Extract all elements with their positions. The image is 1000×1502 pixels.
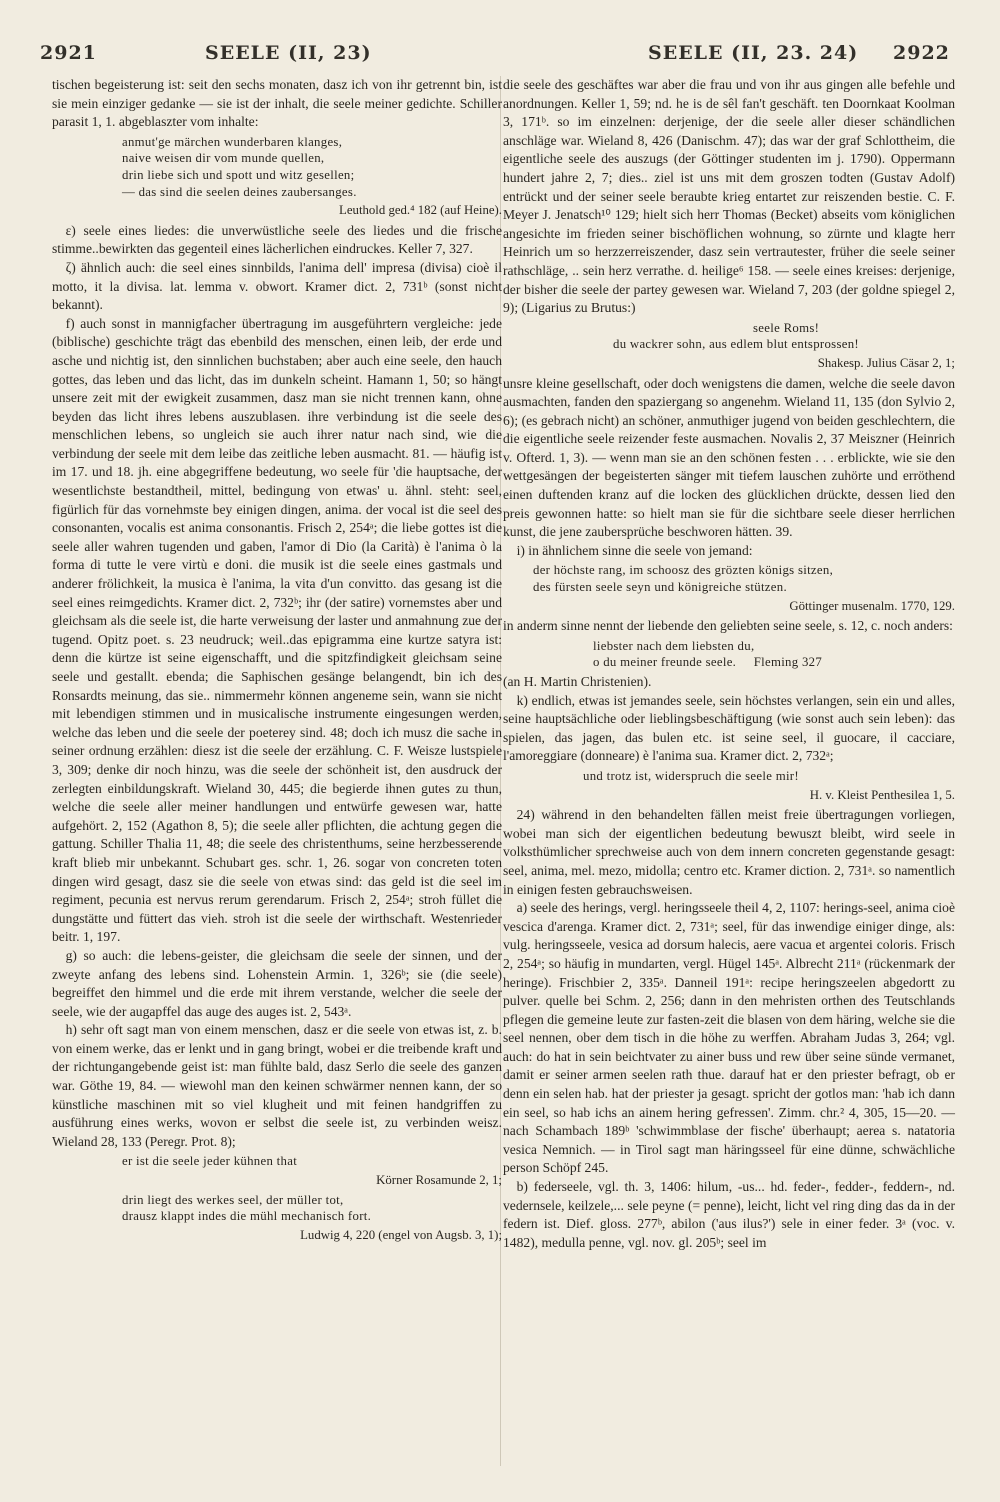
verse-quote [533, 562, 955, 595]
verse-line: du wackrer sohn, aus edlem blut entsprossen! [613, 337, 859, 352]
paragraph: g) so auch: die lebens-geister, die gleichsam die seele der sinnen, und der zweyte anfang des lebens sind. Lohenstein Armin. 1, 326ᵇ; sie (die seele) begreiffet den himmel und die erde mit ihrem verstande, welcher die seele der seele, wie der augapffel das auge des auges ist. 2, 543ᵃ. [52, 947, 502, 1019]
paragraph: i) in ähnlichem sinne die seele von jemand: [516, 542, 753, 558]
left-column [52, 76, 502, 1246]
citation: Körner Rosamunde 2, 1; [376, 1173, 502, 1188]
verse-line: und trotz ist, widerspruch die seele mir! [583, 768, 799, 783]
verse-line: anmut'ge märchen wunderbaren klanges, [122, 134, 343, 149]
paragraph: ε) seele eines liedes: die unverwüstliche seele des liedes und die frische stimme..bewirkten das gegenteil eines lächerlichen eindruckes. Keller 7, 327. [52, 222, 502, 257]
paragraph: 24) während in den behandelten fällen meist freie übertragungen vorliegen, wobei man sich der eigentlichen bedeutung bewuszt bleibt, wird seele in volksthümlicher sprechweise auch von dem innern concreten gegenstande gesagt: seel, anima, mel. mezo, midolla; centro etc. Kramer diction. 2, 731ᵃ. so namentlich in einigen festen gebrauchsweisen. [503, 807, 955, 897]
paragraph: in anderm sinne nennt der liebende den geliebten seine seele, s. 12, c. noch anders: [503, 618, 953, 634]
verse-quote [613, 320, 955, 353]
paragraph: a) seele des herings, vergl. heringsseele theil 4, 2, 1107: herings-seel, anima cioè vescica d'arenga. Kramer dict. 2, 731ᵃ; seel, für das inwendige einiger dinge, als: vulg. heringsseele, vesica ad dorsum halecis, aere vacua et argentei coloris. Frisch 2, 254ᵃ; so häufig in mundarten, vergl. Hügel 145ᵃ. Albrecht 211ᵃ (rückenmark der heringe). Frischbier 2, 335ᵃ. Danneil 191ᵃ: recipe heringszeelen abgedortt zu pulver. quelle bei Schm. 2, 256; dann in den mehristen orthen des Teutschlands pflegen die gemeine leute zur fasten-zeit die blasen von dem häring, welche sie die seel nennen, ober dem tisch in die höhe zu werffen. Abraham Judas 3, 264; vgl. auch: do hat in sein beichtvater zu ainer buss und rew über seine sünde vermanet, damit er seiner armen seelen rath thue. darauf hat er den priester befragt, ob er denn ein selen hab. hat der priester ja gesagt. spricht der gotlos man: 'hab ich dann ein seel, so hab ichs an ainem hering gefressen'. Zimm. chr.² 4, 305, 15—20. — nach Schambach 189ᵇ 'schwimmblase der fische' überhaupt; aerea s. natatoria vesica Nemnich. — in Tirol sagt man häringsseel für eine dünne, schwächliche person Schöpf 245. [503, 900, 955, 1176]
page-number-left: 2921 [40, 42, 97, 64]
verse-quote [122, 1192, 502, 1225]
verse-line [593, 654, 955, 671]
verse-line: drin liegt des werkes seel, der müller tot, [122, 1192, 344, 1207]
paragraph: h) sehr oft sagt man von einem menschen, dasz er die seele von etwas ist, z. b. von einem werke, das er lenkt und in gang bringt, wobei er die treibende kraft und der richtungangebende geist ist: man fühlte bald, dasz Serlo die seele des ganzen war. Göthe 19, 84. — wiewohl man den keinen schwärmer nennen kann, der so künstliche maschinen mit so viel klugheit und mit feinen handgriffen zu ausführung eines werks, wovon er selbst die seele ist, zu verbinden weisz. Wieland 28, 133 (Peregr. Prot. 8); [52, 1022, 502, 1149]
verse-line: er ist die seele jeder kühnen that [122, 1154, 298, 1169]
paragraph: unsre kleine gesellschaft, oder doch wenigstens die damen, welche die seele davon ausmachten, fanden den spaziergang so angenehm. Wieland 11, 135 (don Sylvio 2, 6); (es gebrach nicht) an schöner, anmuthiger jugend von beiden geschlechtern, die die eigentliche seele reizender feste ausmachen. Novalis 2, 37 Meiszner (Heinrich v. Ofterd. 1, 3). — wenn man sie an den schönen festen . . . erblickte, wie sie den wettgesängen der begeisterten sänger mit tiefem lauschen zuhörte und erröthend einen duftenden kranz auf die locken des glücklichen drückte, dessen lied den preis gewonnen hatte: so hielt man sie für die sichtbare seele dieser herrlichen kunst, die jene zaubersprüche beschworen hätten. 39. [503, 375, 955, 540]
paragraph: die seele des geschäftes war aber die frau und von ihr aus gingen alle befehle und anordnungen. Keller 1, 59; nd. he is de sêl fan't geschäft. ten Doornkaat Koolman 3, 171ᵇ. so im einzelnen: derjenige, der die seele aller dieser schändlichen anschläge war. Wieland 8, 426 (Danischm. 47); das war der graf Schlottheim, die eigentliche seele des auszugs (der Göttinger studenten im j. 1790). Oppermann hundert jahre 2, 7; dies.. ziel ist uns mit dem groszen todten (Gustav Adolf) entrückt und der seiner seele beraubte krieg entartet zur reiszenden bestie. C. F. Meyer J. Jenatsch¹⁰ 129; hielt sich herr Thomas (Becket) abseits vom königlichen angesichte im frieden seiner bischöflichen wohnung, so zürnte und klagte herr Heinrich um so herzzerreiszender, dasz sein vertrautester, früher die seele seiner rathschläge, .. sein herz verrathe. d. heilige⁶ 158. — seele eines kreises: derjenige, der bisher die seele der partey gewesen war. Wieland 7, 203 (der goldne spiegel 2, 9); (Ligarius zu Brutus:) [503, 77, 955, 316]
verse-line: naive weisen dir vom munde quellen, [122, 151, 325, 166]
right-column [503, 76, 955, 1252]
citation: Leuthold ged.⁴ 182 (auf Heine). [339, 203, 502, 218]
verse-line: — das sind die seelen deines zaubersanges. [122, 184, 357, 199]
verse-line: der höchste rang, im schoosz des grözten königs sitzen, [533, 563, 834, 578]
citation: Göttinger musenalm. 1770, 129. [789, 598, 955, 613]
verse-line: drin liebe sich und spott und witz gesellen; [122, 167, 355, 182]
citation: H. v. Kleist Penthesilea 1, 5. [809, 787, 955, 802]
citation-inline: Fleming 327 [753, 655, 823, 670]
page-number-right: 2922 [893, 42, 950, 64]
verse-quote [593, 638, 955, 671]
paragraph: ζ) ähnlich auch: die seel eines sinnbilds, l'anima dell' impresa (divisa) cioè il motto, it la divisa. lat. lemma v. obwort. Kramer dict. 2, 731ᵇ (sonst nicht bekannt). [52, 259, 502, 313]
running-head-right: SEELE (II, 23. 24) [648, 42, 859, 64]
paragraph: b) federseele, vgl. th. 3, 1406: hilum, -us... hd. feder-, fedder-, feddern-, nd. vedernsele, keilzele,... sele peyne (= penne), leicht, licht vel ring ding das da in der federn ist. Dief. gloss. 277ᵇ, abilon ('aus ilus?') sele in einer feder. 3ᵃ (voc. v. 1482), medulla penne, vgl. nov. gl. 205ᵇ; seel im [503, 1179, 955, 1250]
running-head-left: SEELE (II, 23) [205, 42, 372, 64]
verse-line: seele Roms! [753, 320, 820, 335]
verse-quote [583, 768, 955, 785]
verse-text: o du meiner freunde seele. [593, 655, 737, 670]
verse-line: des fürsten seele seyn und königreiche stützen. [533, 580, 787, 595]
verse-line: liebster nach dem liebsten du, [593, 638, 755, 653]
verse-quote [122, 1153, 502, 1170]
verse-quote [122, 134, 502, 200]
paragraph: tischen begeisterung ist: seit den sechs monaten, dasz ich von ihr getrennt bin, ist sie mein einziger gedanke — sie ist der inhalt, die seele meiner gedichte. Schiller parasit 1, 1. abgeblaszter vom inhalte: [52, 77, 502, 130]
paragraph: k) endlich, etwas ist jemandes seele, sein höchstes verlangen, sein ein und alles, seine hauptsächliche oder lieblingsbeschäftigung (wie sonst auch sein leben): das spielen, das jagen, das bulen etc. ist seine seel, il guocare, il cacciare, l'amoreggiare (donneare) è l'anima sua. Kramer dict. 2, 732ᵃ; [503, 692, 955, 764]
paragraph: f) auch sonst in mannigfacher übertragung im ausgeführtern vergleiche: jede (biblische) geschichte trägt das ebenbild des menschen, einen leib, der erde und asche und nichtig ist, den sinnlichen buchstaben; aber auch eine seele, den hauch gottes, das leben und das licht, das im dunkeln scheint. Hamann 1, 50; so hängt unsere zeit mit der ewigkeit zusammen, dasz man sie nicht trennen kann, ohne beyden das licht ihres lebens auszublasen. ihre verbindung ist die seele des menschlichen lebens, so ungleich sie auch ihrer natur nach sind, wie die verbindung der seele mit dem leibe das zeitliche leben ausmacht. 81. — häufig ist im 17. und 18. jh. eine abgegriffene bedeutung, wo seele für 'die hauptsache, der wesentlichste bestandtheil, mittel, bedingung von etwas' u. ähnl. steht: seel, figürlich für das vornehmste bey einigen dingen, anima. der vocal ist die seel des consonanten, vocalis est anima consonantis. Frisch 2, 254ᵃ; die liebe gottes ist die seele aller wahren tugenden und gaben, l'amor di Dio (la Carità) è l'anima ò la forma di tutte le vere virtù e doni. die musik ist die seele eines gastmals und anderer frölichkeit, la musica è l'anima, la vita d'un convitto. das gesang ist die seel eines reimgedichts. Kramer dict. 2, 732ᵇ; ihr (der satire) vornemstes aber und gleichsam als die seele ist, die harte verweisung der laster und anmahnung zue der tugend. Opitz poet. s. 23 neudruck; weil..das epigramma eine kurtze satyra ist: denn die kürtze ist seine eigenschafft, und die spitzfindigkeit gleichsam seine seele und gestallt. ebenda; die Saphischen gesänge belangendt, bin ich des Ronsardts meinung, das sie.. nimmermehr können angeneme sein, wann sie nicht mit lebendigen stimmen und in musicalische instrumente eingesungen werden, welche das leben und die seele der poeterey sind. 48; doch ich musz die sache in seiner ordnung erzählen: diesz ist die seele der erzählung. C. F. Weisze lustspiele 3, 309; denke dir noch hinzu, was die seele der schönheit ist, den ausdruck der zerlegten einbildungskraft. Wieland 30, 445; die begierde ihnen gutes zu thun, welche die seele aller meiner handlungen und entwürfe gewesen war, hatte aufgehört. 2, 152 (Agathon 8, 5); die seele aller pflichten, die achtung gegen die gattung. Schiller Thalia 11, 48; die seele des christenthums, seine herzbesserende kraft blieb mir unbekannt. Schubart ges. schr. 1, 26. sogar von concreten toten dingen wird gesagt, dasz sie die seele von etwas sind: das geld ist die seel im regiment, pecunia est nervus rerum gerendarum. Frisch 2, 254ᵃ; stroh füllet die dungstätte und füttert das vieh. stroh ist die seele der wirthschaft. Westenrieder beitr. 1, 197. [52, 315, 502, 945]
paragraph: (an H. Martin Christenien). [503, 674, 652, 689]
verse-line: drausz klappt indes die mühl mechanisch fort. [122, 1209, 372, 1224]
citation: Ludwig 4, 220 (engel von Augsb. 3, 1); [300, 1227, 502, 1242]
citation: Shakesp. Julius Cäsar 2, 1; [817, 355, 955, 370]
